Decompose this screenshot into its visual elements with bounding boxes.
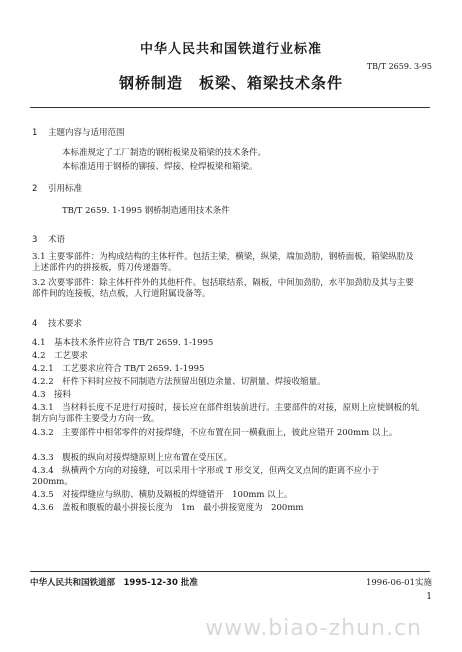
section-number: 2 [32,184,38,194]
clause-4-2-1: 4.2.1 工艺要求应符合 TB/T 2659. 1-1995 [32,364,205,374]
clause-4-2: 4.2 工艺要求 [32,351,89,361]
clause-4-3-5: 4.3.5 对接焊缝应与纵肋、横肋及隔板的焊缝错开 100mm 以上。 [32,490,293,500]
clause-4-3: 4.3 接料 [32,390,72,400]
clause-4-1: 4.1 基本技术条件应符合 TB/T 2659. 1-1995 [32,338,214,348]
section-4-heading [32,317,82,329]
section-1-paragraph-1: 本标准规定了工厂制造的钢桁板梁及箱梁的技术条件。 [62,148,267,158]
header-divider [30,107,430,108]
section-title: 术语 [48,235,66,245]
section-2-heading [32,182,82,194]
section-number: 1 [32,128,38,138]
clause-4-3-3: 4.3.3 腹板的纵向对接焊缝原则上应布置在受压区。 [32,453,233,463]
approval-line: 中华人民共和国铁道部 1995-12-30 批准 [30,578,198,588]
section-1-heading [32,126,125,138]
clause-4-2-2: 4.2.2 杆件下料时应按不同制造方法预留出刨边余量、切割量、焊接收缩量。 [32,377,326,387]
section-1-paragraph-2: 本标准适用于钢桥的铆接、焊接、栓焊板梁和箱梁。 [62,162,258,172]
clause-4-3-1: 4.3.1 当材料长度不足进行对接时，接长应在部件组装前进行。主要部件的对接，原则上应使钢板的轧制方向与部件主要受力方向一致。 [32,403,420,424]
reference-standard: TB/T 2659. 1-1995 钢桥制造通用技术条件 [62,206,230,216]
term-3-2: 3.2 次要零部件：除主体杆件外的其他杆件。包括联结系，隔板，中间加劲肋，水平加劲肋及其与主要部件间的连接板，结点板，人行道附属设备等。 [32,278,414,299]
standard-issuer-heading: 中华人民共和国铁道行业标准 [139,42,322,57]
section-number: 3 [32,235,38,245]
standard-code: TB/T 2659. 3-95 [366,62,432,71]
footer-divider [30,571,430,572]
clause-4-3-2: 4.3.2 主要部件中相邻零件的对接焊缝，不应布置在同一横截面上，彼此应错开 200mm 以上。 [32,428,398,438]
section-title: 引用标准 [48,184,83,194]
site-watermark: www.biao-zhun.cn [205,616,422,641]
clause-4-3-4: 4.3.4 纵横两个方向的对接缝，可以采用十字形或 T 形交叉，但两交叉点间的距离不应小于 200mm。 [32,466,380,487]
effective-date: 1996-06-01实施 [365,578,432,588]
section-number: 4 [32,319,38,329]
document-title: 钢桥制造 板梁、箱梁技术条件 [118,74,343,92]
clause-4-3-6: 4.3.6 盖板和腹板的最小拼接长度为 1m 最小拼接宽度为 200mm [32,503,304,513]
page-number: 1 [426,592,432,602]
section-3-heading [32,233,65,245]
term-3-1: 3.1 主要零部件：为构成结构的主体杆件。包括主梁，横梁，纵梁，端加劲肋，钢桥面板，箱梁纵肋及上述部件内的拼接板，剪刀传递器等。 [32,252,414,273]
section-title: 主题内容与适用范围 [48,128,125,138]
section-title: 技术要求 [48,319,83,329]
